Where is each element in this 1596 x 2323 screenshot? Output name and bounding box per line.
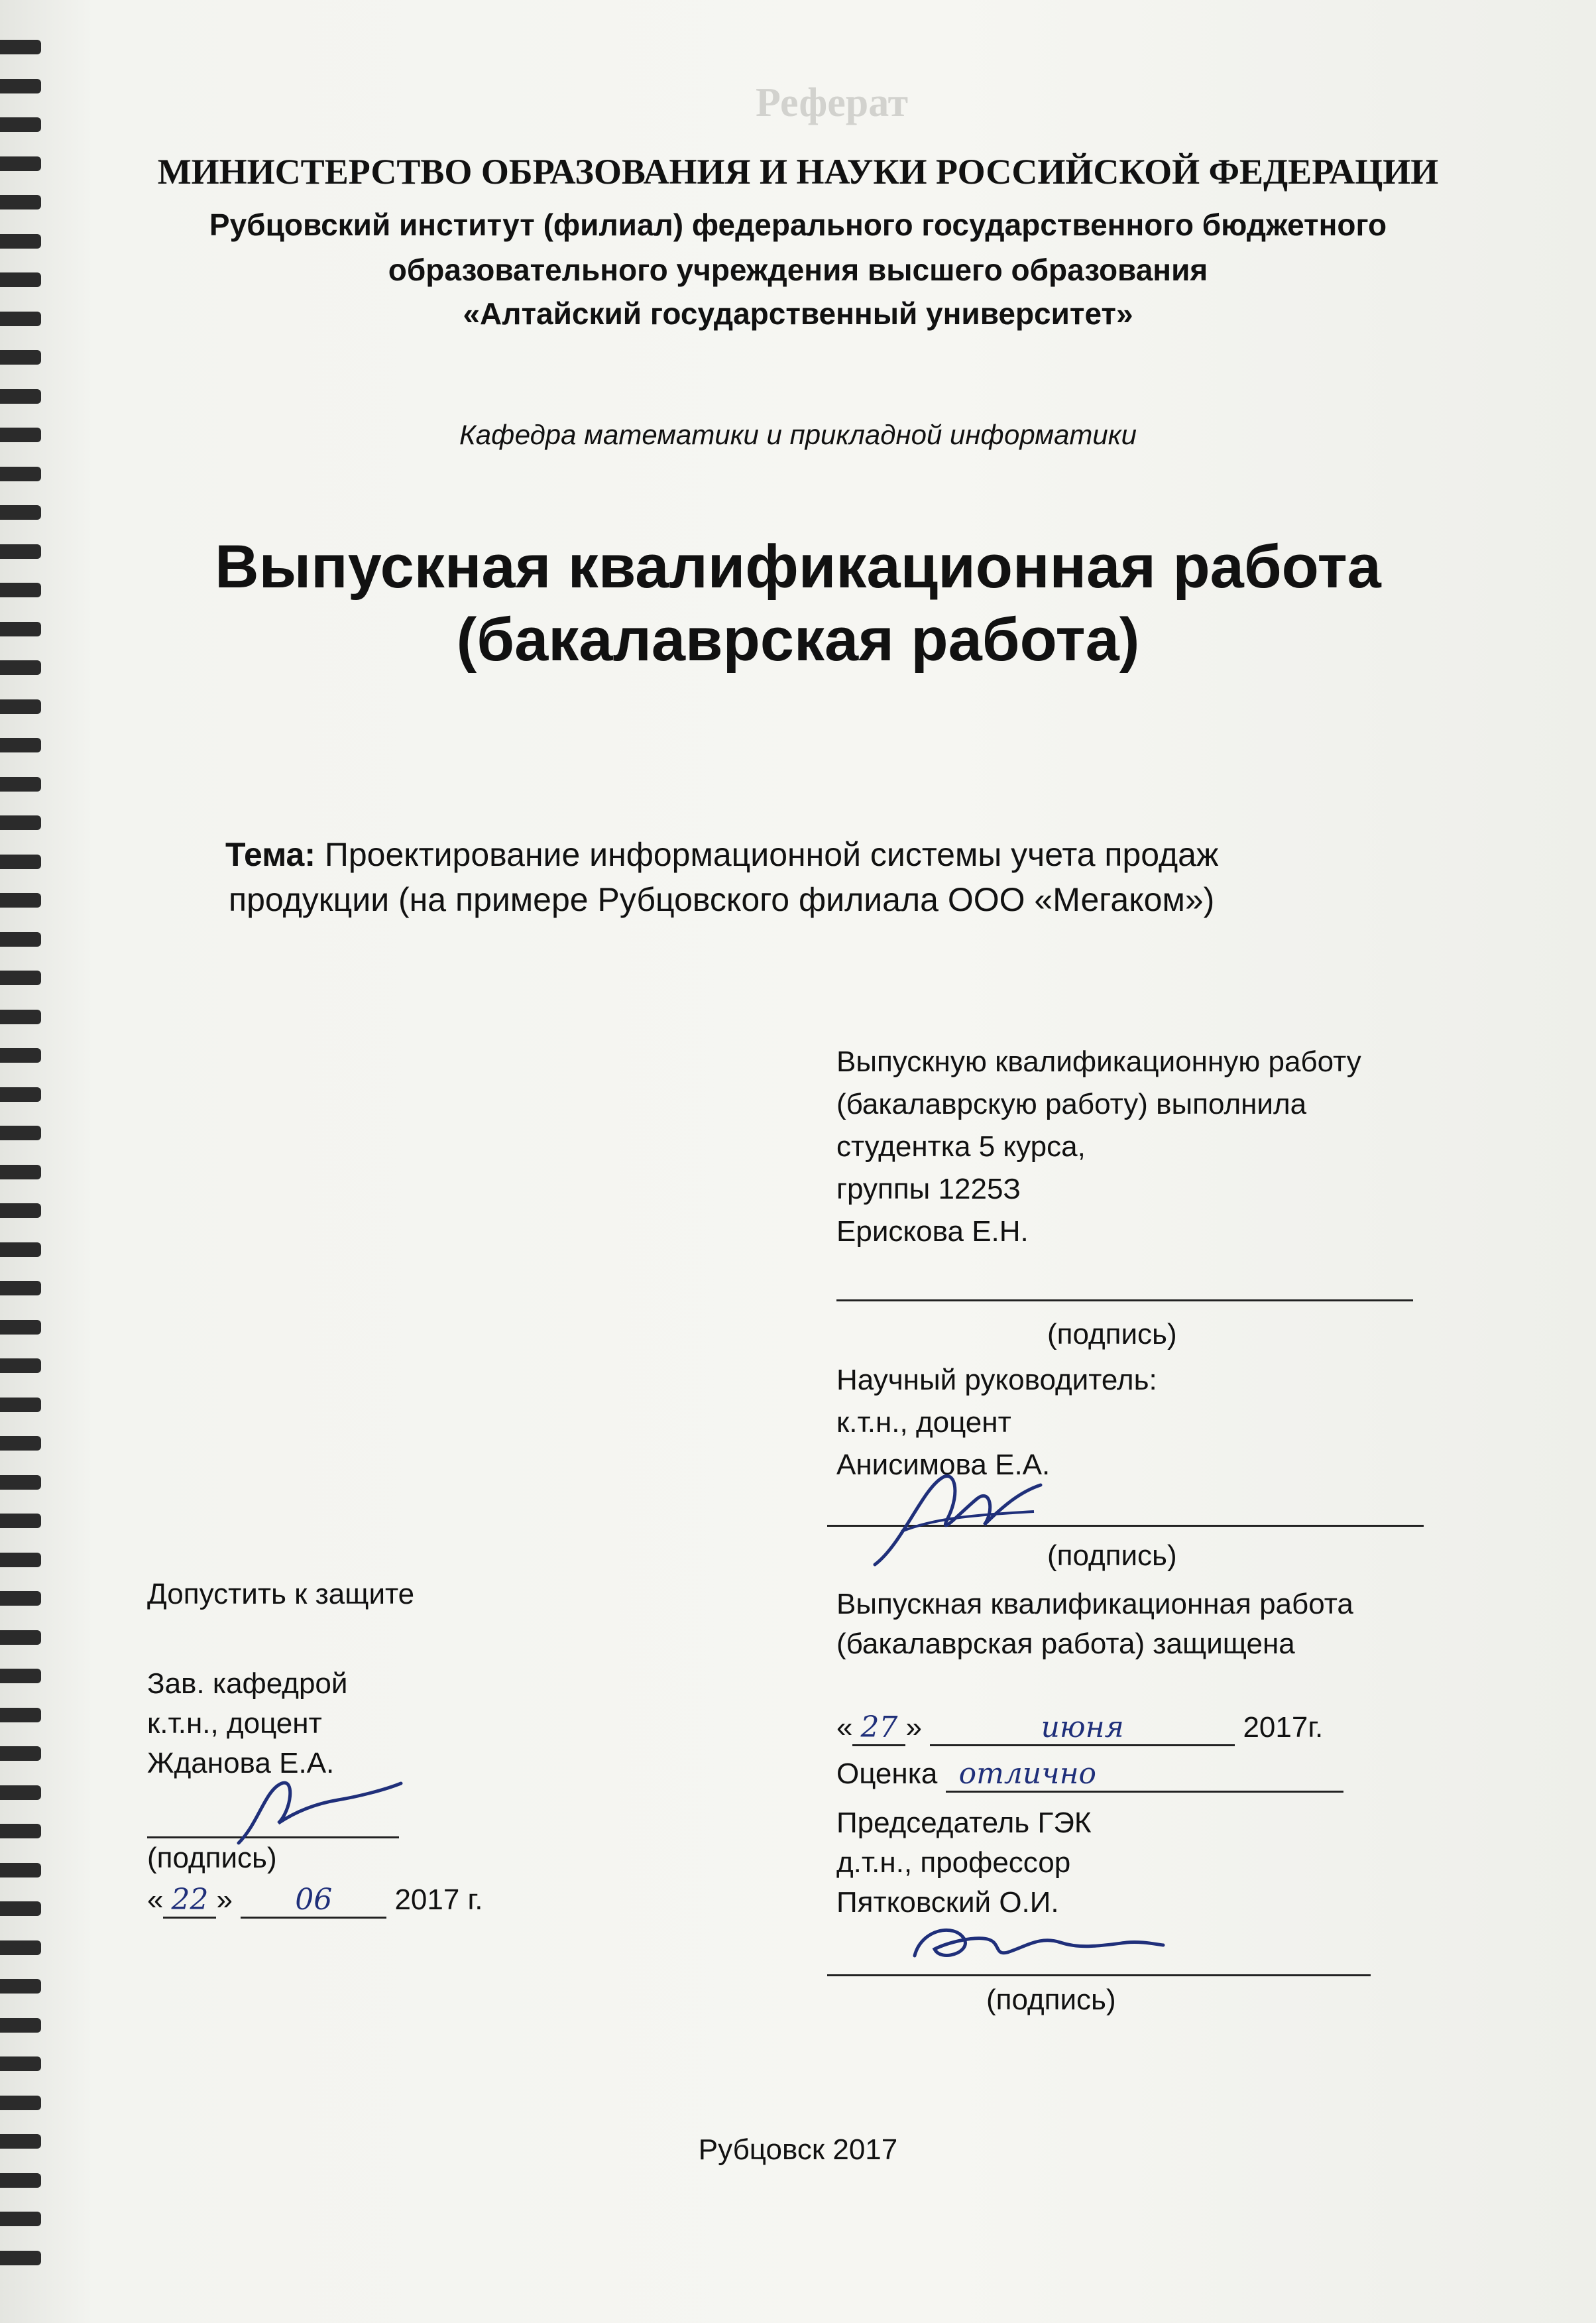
binding-clip (0, 1979, 41, 1994)
quote-open: « (836, 1711, 853, 1744)
binding-clip (0, 1940, 41, 1955)
institute-line-3: «Алтайский государственный университет» (463, 296, 1133, 331)
student-line-1: Выпускную квалификационную работу (836, 1045, 1361, 1078)
student-line-3: студентка 5 курса, (836, 1130, 1086, 1163)
binding-clip (0, 1358, 41, 1373)
chair-name: Пятковский О.И. (836, 1886, 1059, 1919)
supervisor-degree: к.т.н., доцент (836, 1406, 1011, 1439)
binding-clip (0, 1901, 41, 1916)
binding-clip (0, 932, 41, 947)
binding-clip (0, 1475, 41, 1490)
binding-clip (0, 1785, 41, 1800)
chair-signature (901, 1903, 1167, 1982)
student-block (836, 1041, 1361, 1253)
admission-date-day: 22 (163, 1883, 216, 1919)
student-group: группы 1225З (836, 1173, 1021, 1205)
quote-open: « (147, 1883, 164, 1916)
supervisor-name: Анисимова Е.А. (836, 1449, 1051, 1481)
binding-clip (0, 893, 41, 908)
binding-clip (0, 738, 41, 752)
defense-line-1: Выпускная квалификационная работа (836, 1588, 1353, 1620)
institute-line-1: Рубцовский институт (филиал) федерального государственного бюджетного (209, 208, 1387, 242)
binding-clip (0, 1087, 41, 1102)
admission-heading: Допустить к защите (147, 1578, 415, 1610)
binding-clip (0, 505, 41, 520)
binding-clip (0, 1630, 41, 1645)
binding-clip (0, 2056, 41, 2071)
admission-date (147, 1883, 483, 1919)
binding-clip (0, 2018, 41, 2033)
binding-clip (0, 699, 41, 714)
binding-clip (0, 1553, 41, 1567)
binding-clip (0, 350, 41, 365)
chair-signature-label: (подпись) (986, 1984, 1116, 2016)
grade-label: Оценка (836, 1757, 938, 1790)
binding-clip (0, 1203, 41, 1218)
topic-line-1: Проектирование информационной системы учета продаж (315, 836, 1219, 873)
defense-date-day: 27 (852, 1710, 905, 1746)
topic-block (225, 832, 1485, 922)
binding-clip (0, 1048, 41, 1063)
institute-line-2: образовательного учреждения высшего образования (388, 253, 1208, 287)
binding-clip (0, 40, 41, 54)
binding-clip (0, 117, 41, 132)
binding-clip (0, 1514, 41, 1528)
admission-date-year: 2017 г. (394, 1883, 483, 1916)
binding-clip (0, 971, 41, 985)
binding-clip (0, 1398, 41, 1412)
binding-clip (0, 855, 41, 869)
binding-clip (0, 1320, 41, 1335)
admission-signature-label: (подпись) (147, 1842, 277, 1874)
work-title-line-2: (бакалаврская работа) (456, 606, 1140, 674)
chair-degree: д.т.н., профессор (836, 1846, 1071, 1879)
binding-clip (0, 1010, 41, 1024)
ministry-heading: МИНИСТЕРСТВО ОБРАЗОВАНИЯ И НАУКИ РОССИЙСКОЙ ФЕДЕРАЦИИ (157, 152, 1439, 192)
department-name: Кафедра математики и прикладной информатики (459, 419, 1137, 450)
topic-line-2: продукции (на примере Рубцовского филиала ООО «Мегаком») (229, 881, 1215, 918)
quote-close: » (216, 1883, 233, 1916)
binding-clip (0, 1708, 41, 1722)
work-title (0, 530, 1596, 676)
grade-value: отлично (946, 1757, 1343, 1793)
student-name: Ерискова Е.Н. (836, 1215, 1029, 1248)
binding-clip (0, 1281, 41, 1295)
binding-clip (0, 1436, 41, 1451)
binding-clip (0, 777, 41, 792)
binding-clip (0, 1824, 41, 1838)
student-signature-line (836, 1299, 1413, 1301)
binding-clip (0, 1126, 41, 1140)
binding-clip (0, 1242, 41, 1257)
defense-block (836, 1584, 1353, 1664)
admission-role: Зав. кафедрой (147, 1667, 348, 1700)
supervisor-signature (862, 1452, 1060, 1584)
spiral-binding (0, 40, 46, 2294)
admission-name: Жданова Е.А. (147, 1747, 335, 1779)
quote-close: » (905, 1711, 922, 1744)
binding-clip (0, 2096, 41, 2110)
defense-grade (836, 1757, 1343, 1793)
binding-clip (0, 1591, 41, 1606)
binding-clip (0, 1165, 41, 1179)
binding-clip (0, 467, 41, 481)
student-line-2: (бакалаврскую работу) выполнила (836, 1088, 1307, 1120)
defense-date (836, 1710, 1323, 1746)
supervisor-signature-label: (подпись) (1047, 1539, 1177, 1572)
binding-clip (0, 79, 41, 93)
defense-date-month: июня (930, 1710, 1235, 1746)
supervisor-heading: Научный руководитель: (836, 1364, 1157, 1396)
footer-city-year: Рубцовск 2017 (698, 2133, 898, 2166)
binding-clip (0, 389, 41, 404)
admission-degree: к.т.н., доцент (147, 1707, 322, 1740)
admission-date-month: 06 (241, 1883, 386, 1919)
binding-clip (0, 2251, 41, 2265)
defense-date-year: 2017г. (1243, 1711, 1324, 1744)
binding-clip (0, 1669, 41, 1683)
binding-clip (0, 2212, 41, 2226)
binding-clip (0, 1746, 41, 1761)
binding-clip (0, 2173, 41, 2188)
binding-clip (0, 815, 41, 830)
binding-clip (0, 1863, 41, 1877)
work-title-line-1: Выпускная квалификационная работа (215, 533, 1381, 601)
chair-role: Председатель ГЭК (836, 1807, 1092, 1839)
student-signature-label: (подпись) (1047, 1318, 1177, 1350)
document-page: Реферат МИНИСТЕРСТВО ОБРАЗОВАНИЯ И НАУКИ РОССИЙСКОЙ ФЕДЕРАЦИИ Рубцовский институт (филиал) федерального государственного бюджетного образовательного учреждения высшего образования «Алтайский государственный университет» Кафедра математики и прикладной информатики Выпускная квалификационная работа (бакалаврская работа) Тема: Проектирование информационной системы учета продаж продукции (на примере Рубцовского филиала ООО «Мегаком») Выпускную квалификационную работу (бакалаврскую работу) выполнила студентка 5 курса, группы 1225З Ерискова Е.Н. (подпись) Научный руководитель: к.т.н., доцент Анисимова Е.А. (подпись) Допустить к защите Зав. кафедрой к.т.н., доцент Жданова Е.А. (подпись) « 22 » 06 2017 г. Выпускная квалификационная работа (бакалаврская работа) защищена « 27 » июня 2017г. Оценка отлично Председатель ГЭК д.т.н., профессор Пятковский О.И. (подпись) Рубцовск 2017 (0, 0, 1596, 2323)
topic-label: Тема: (225, 836, 315, 873)
defense-line-2: (бакалаврская работа) защищена (836, 1628, 1295, 1660)
